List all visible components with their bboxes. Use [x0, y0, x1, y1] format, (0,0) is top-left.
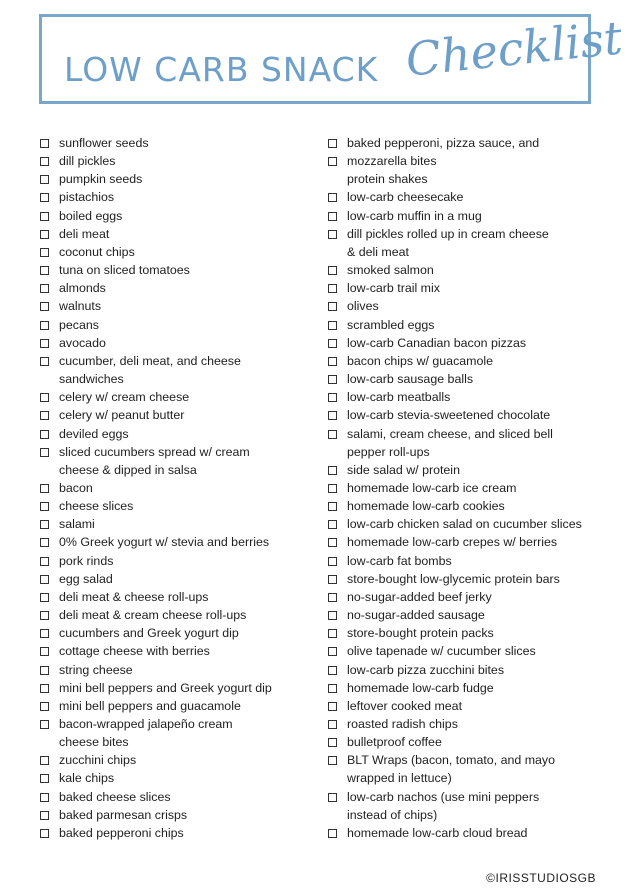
checkbox[interactable] [328, 193, 337, 202]
checkbox[interactable] [40, 593, 49, 602]
checkbox[interactable] [40, 756, 49, 765]
checklist-item-text [347, 152, 437, 188]
checkbox[interactable] [40, 248, 49, 257]
checklist-item-line: bacon-wrapped jalapeño cream [59, 717, 233, 731]
checklist-item-text [347, 533, 557, 551]
checkbox[interactable] [328, 230, 337, 239]
checklist-item [328, 388, 618, 406]
checklist-item-text [59, 624, 239, 642]
checklist-item-line: deli meat [59, 226, 110, 241]
page-subtitle-script: Checklist [403, 10, 625, 87]
checklist-item-line: coconut chips [59, 244, 135, 259]
checkbox[interactable] [40, 193, 49, 202]
checklist-item-line: egg salad [59, 571, 113, 586]
checklist-item [328, 588, 618, 606]
checklist-item [40, 788, 310, 806]
checklist-item-text [347, 388, 450, 406]
checklist-item-text [59, 188, 114, 206]
checklist-item [328, 642, 618, 660]
checkbox[interactable] [40, 811, 49, 820]
checklist-item-text [59, 570, 113, 588]
checklist-item-line: kale chips [59, 771, 115, 786]
checklist-item-line: pumpkin seeds [59, 172, 143, 187]
checkbox[interactable] [40, 702, 49, 711]
checklist-item-line: low-carb pizza zucchini bites [347, 662, 505, 677]
checklist-item-line: pecans [59, 317, 99, 332]
checkbox[interactable] [40, 520, 49, 529]
checklist-item-text [347, 788, 539, 824]
checklist-item [328, 352, 618, 370]
checklist-item-line: store-bought protein packs [347, 626, 494, 641]
checklist-item [40, 188, 310, 206]
checkbox[interactable] [40, 793, 49, 802]
checkbox[interactable] [328, 611, 337, 620]
checkbox[interactable] [328, 647, 337, 656]
checklist-item [328, 733, 618, 751]
checklist-item-text [59, 697, 241, 715]
checklist-item-text [59, 788, 171, 806]
checkbox[interactable] [328, 756, 337, 765]
checklist-item-line: cottage cheese with berries [59, 644, 210, 659]
checklist-item-text [347, 479, 516, 497]
checklist-item-line: cheese slices [59, 499, 134, 514]
checkbox[interactable] [40, 302, 49, 311]
checklist-item-line: roasted radish chips [347, 717, 458, 731]
checklist-item-text [59, 715, 233, 751]
checkbox[interactable] [40, 157, 49, 166]
checklist-item-text [347, 461, 460, 479]
checkbox[interactable] [328, 484, 337, 493]
checklist-item-text [59, 769, 114, 787]
checklist-item-line: cheese bites [59, 735, 129, 750]
checkbox[interactable] [328, 375, 337, 384]
checklist-item [328, 152, 618, 188]
checklist-item-text [59, 533, 269, 551]
checkbox[interactable] [328, 829, 337, 838]
checklist-item [40, 751, 310, 769]
checklist-item-text [59, 588, 208, 606]
checklist-item-text [59, 316, 99, 334]
checklist-item-text [59, 606, 246, 624]
checklist-item-line: almonds [59, 281, 106, 296]
checklist-item-line: homemade low-carb cloud bread [347, 825, 528, 840]
checklist-item [328, 824, 618, 842]
checklist-item-line: pepper roll-ups [347, 444, 430, 459]
checklist-item [40, 243, 310, 261]
checkbox[interactable] [40, 357, 49, 366]
checklist-item [328, 606, 618, 624]
checklist-item-text [59, 661, 133, 679]
checklist-item-line: tuna on sliced tomatoes [59, 263, 190, 278]
checkbox[interactable] [40, 321, 49, 330]
checklist-item-text [347, 352, 493, 370]
checklist-item-line: low-carb muffin in a mug [347, 208, 482, 223]
checklist-item-text [59, 170, 142, 188]
checklist-item-text [347, 497, 505, 515]
checklist-item-line: salami, cream cheese, and sliced bell [347, 426, 553, 441]
checkbox[interactable] [328, 575, 337, 584]
checklist-item-text [347, 552, 452, 570]
checklist-item-text [347, 134, 539, 152]
checklist-item [40, 388, 310, 406]
checklist-item-line: low-carb Canadian bacon pizzas [347, 335, 527, 350]
checklist-item-text [347, 624, 494, 642]
checklist-item-line: & deli meat [347, 244, 409, 259]
checklist-item-line: low-carb trail mix [347, 281, 440, 296]
checklist-item-line: cucumber, deli meat, and cheese [59, 353, 241, 368]
checklist-item-text [59, 642, 210, 660]
checklist-item [40, 606, 310, 624]
checklist-item-line: celery w/ peanut butter [59, 408, 185, 423]
checklist-item [328, 406, 618, 424]
checklist-item-line: low-carb sausage balls [347, 372, 474, 387]
checkbox[interactable] [328, 702, 337, 711]
checkbox[interactable] [40, 829, 49, 838]
checklist-item-line: sandwiches [59, 372, 124, 387]
checklist-item-line: protein shakes [347, 172, 428, 187]
checkbox[interactable] [40, 393, 49, 402]
checklist-item-text [347, 406, 550, 424]
checklist-item [40, 261, 310, 279]
checklist-item [40, 769, 310, 787]
checkbox[interactable] [328, 339, 337, 348]
checklist-item-text [347, 661, 504, 679]
checklist-item-line: 0% Greek yogurt w/ stevia and berries [59, 535, 270, 550]
checklist-item-text [347, 697, 462, 715]
checklist-item [328, 697, 618, 715]
checklist-item [328, 461, 618, 479]
checklist-item-line: homemade low-carb crepes w/ berries [347, 535, 558, 550]
checklist-item [40, 425, 310, 443]
checklist-item-text [347, 679, 494, 697]
checklist-item-text [59, 261, 190, 279]
checklist-item [40, 661, 310, 679]
checkbox[interactable] [40, 230, 49, 239]
checklist-item [328, 316, 618, 334]
checklist-item [328, 225, 618, 261]
checklist-item [40, 552, 310, 570]
checkbox[interactable] [328, 302, 337, 311]
checklist-item [328, 261, 618, 279]
checklist-item-line: BLT Wraps (bacon, tomato, and mayo [347, 753, 555, 768]
checklist-item [40, 479, 310, 497]
checklist-item-text [59, 824, 184, 842]
checkbox[interactable] [328, 212, 337, 221]
checklist-item [328, 134, 618, 152]
checklist-item-line: pork rinds [59, 553, 114, 568]
checkbox[interactable] [328, 157, 337, 166]
checklist-item-text [59, 443, 250, 479]
checkbox[interactable] [40, 557, 49, 566]
checklist-item-line: sliced cucumbers spread w/ cream [59, 444, 250, 459]
checklist-item [328, 425, 618, 461]
checklist-item [40, 715, 310, 751]
checklist-item [40, 533, 310, 551]
checkbox[interactable] [40, 212, 49, 221]
checklist-item-line: store-bought low-glycemic protein bars [347, 571, 560, 586]
checklist-item-line: low-carb chicken salad on cucumber slices [347, 517, 582, 532]
checkbox[interactable] [328, 357, 337, 366]
page-title: LOW CARB SNACK [64, 50, 379, 89]
checklist-item-line: wrapped in lettuce) [347, 771, 452, 786]
checkbox[interactable] [328, 793, 337, 802]
checklist-item-line: side salad w/ protein [347, 462, 460, 477]
checklist-item-text [347, 588, 492, 606]
checklist-item [328, 497, 618, 515]
checkbox[interactable] [40, 611, 49, 620]
checkbox[interactable] [40, 266, 49, 275]
checkbox[interactable] [328, 684, 337, 693]
checklist-item [40, 170, 310, 188]
checklist-item [40, 316, 310, 334]
checklist-item [40, 134, 310, 152]
checkbox[interactable] [40, 575, 49, 584]
checklist-item [40, 352, 310, 388]
checkbox[interactable] [328, 502, 337, 511]
checklist-item [328, 370, 618, 388]
checklist-item [328, 661, 618, 679]
checklist-item [328, 207, 618, 225]
checkbox[interactable] [328, 720, 337, 729]
checklist-right-column [328, 134, 618, 842]
checklist-item [40, 679, 310, 697]
checklist-item-line: no-sugar-added sausage [347, 608, 485, 623]
checklist-item [328, 533, 618, 551]
checkbox[interactable] [40, 430, 49, 439]
checkbox[interactable] [40, 175, 49, 184]
checklist-item-line: zucchini chips [59, 753, 137, 768]
checklist-item-line: homemade low-carb fudge [347, 680, 494, 695]
checklist-item [40, 588, 310, 606]
checklist-item-text [347, 279, 440, 297]
checklist-item-text [59, 806, 187, 824]
checklist-item-line: low-carb nachos (use mini peppers [347, 789, 540, 804]
checklist-item-text [59, 515, 95, 533]
checkbox[interactable] [328, 430, 337, 439]
checklist-item [40, 443, 310, 479]
checklist-item-text [347, 733, 442, 751]
checklist-item-text [59, 225, 109, 243]
checkbox[interactable] [328, 593, 337, 602]
checklist-item-line: sunflower seeds [59, 136, 149, 150]
checkbox[interactable] [328, 538, 337, 547]
checklist-item-line: deli meat & cheese roll-ups [59, 589, 209, 604]
checklist-item [40, 824, 310, 842]
checklist-item-line: salami [59, 517, 95, 532]
checklist-item [40, 497, 310, 515]
checklist-item [328, 624, 618, 642]
checklist-item-line: pistachios [59, 190, 115, 205]
checklist-item [40, 279, 310, 297]
checkbox[interactable] [40, 647, 49, 656]
checklist-item-line: deviled eggs [59, 426, 129, 441]
checklist-item-line: low-carb fat bombs [347, 553, 452, 568]
checkbox[interactable] [328, 629, 337, 638]
checklist-item [328, 515, 618, 533]
checklist-item-text [59, 388, 189, 406]
checklist-item [328, 188, 618, 206]
checkbox[interactable] [40, 339, 49, 348]
checkbox[interactable] [40, 484, 49, 493]
checkbox[interactable] [328, 284, 337, 293]
checklist-item-text [59, 479, 93, 497]
checkbox[interactable] [40, 538, 49, 547]
checklist-item-line: bulletproof coffee [347, 735, 442, 750]
checkbox[interactable] [328, 666, 337, 675]
checkbox[interactable] [40, 448, 49, 457]
checklist-item-text [347, 261, 434, 279]
checklist-item-line: instead of chips) [347, 807, 438, 822]
checklist-item [328, 334, 618, 352]
checkbox[interactable] [328, 266, 337, 275]
header-box [39, 10, 625, 104]
checklist-item-text [59, 243, 135, 261]
checklist-item-line: homemade low-carb ice cream [347, 480, 517, 495]
checklist-item [40, 406, 310, 424]
checklist-item-line: smoked salmon [347, 263, 434, 278]
checklist-item-text [347, 334, 526, 352]
checklist-item-text [347, 515, 582, 533]
checklist-item [40, 642, 310, 660]
checklist-item-line: mozzarella bites [347, 154, 437, 169]
checklist-item [328, 751, 618, 787]
checklist-item-text [59, 152, 115, 170]
checklist-item-line: olives [347, 299, 379, 314]
checklist-item-text [347, 751, 555, 787]
checklist-item-text [59, 134, 149, 152]
checklist-item-text [347, 370, 473, 388]
checklist-item [40, 570, 310, 588]
checklist-item-line: mini bell peppers and guacamole [59, 698, 241, 713]
checklist-item-line: walnuts [59, 299, 102, 314]
checklist-item [40, 806, 310, 824]
checklist-item-text [59, 751, 136, 769]
checklist-item-text [59, 406, 184, 424]
checklist-item-line: low-carb cheesecake [347, 190, 464, 205]
checklist-item-line: no-sugar-added beef jerky [347, 589, 492, 604]
checkbox[interactable] [328, 139, 337, 148]
checklist-item [328, 788, 618, 824]
checklist-item-text [59, 425, 129, 443]
checkbox[interactable] [40, 684, 49, 693]
checklist-item-line: bacon chips w/ guacamole [347, 353, 494, 368]
checklist-item-line: low-carb stevia-sweetened chocolate [347, 408, 551, 423]
checklist-item-line: scrambled eggs [347, 317, 435, 332]
checkbox[interactable] [328, 466, 337, 475]
checklist-item-line: cheese & dipped in salsa [59, 462, 197, 477]
checkbox[interactable] [40, 411, 49, 420]
checkbox[interactable] [40, 284, 49, 293]
checklist-item-text [347, 715, 458, 733]
checklist-item-line: boiled eggs [59, 208, 123, 223]
checklist-item-line: dill pickles rolled up in cream cheese [347, 226, 549, 241]
checklist-item-text [347, 425, 553, 461]
checkbox[interactable] [328, 411, 337, 420]
checklist-item [40, 624, 310, 642]
checkbox[interactable] [328, 321, 337, 330]
checklist-item-line: mini bell peppers and Greek yogurt dip [59, 680, 272, 695]
checklist-item-line: dill pickles [59, 154, 116, 169]
checklist-item-text [347, 297, 379, 315]
copyright-credit: ©IRISSTUDIOSGB [486, 871, 596, 885]
checkbox[interactable] [328, 393, 337, 402]
checklist-item-line: baked cheese slices [59, 789, 171, 804]
checklist-item-line: baked pepperoni, pizza sauce, and [347, 136, 540, 150]
checklist-item-line: baked pepperoni chips [59, 825, 184, 840]
checklist-item-line: leftover cooked meat [347, 698, 463, 713]
checkbox[interactable] [328, 520, 337, 529]
checklist-item-text [347, 606, 485, 624]
checklist-item-line: olive tapenade w/ cucumber slices [347, 644, 536, 659]
checkbox[interactable] [40, 666, 49, 675]
checklist-item [40, 297, 310, 315]
checklist-item-line: homemade low-carb cookies [347, 499, 505, 514]
checklist-item [328, 570, 618, 588]
checklist-item-text [347, 570, 560, 588]
checklist-item-text [59, 207, 122, 225]
checklist-item [328, 552, 618, 570]
checkbox[interactable] [328, 738, 337, 747]
checklist-item-line: avocado [59, 335, 106, 350]
checkbox[interactable] [40, 774, 49, 783]
checklist-item-text [59, 297, 101, 315]
checklist-item [328, 297, 618, 315]
checklist-item-line: bacon [59, 480, 93, 495]
checklist-item-text [347, 207, 482, 225]
checklist-item-text [347, 225, 549, 261]
checklist-item-line: deli meat & cream cheese roll-ups [59, 608, 247, 623]
checklist-item [40, 152, 310, 170]
checkbox[interactable] [40, 139, 49, 148]
checklist-item-text [347, 316, 434, 334]
checklist-item-text [59, 552, 113, 570]
checklist-item [40, 207, 310, 225]
checklist-item-text [347, 642, 536, 660]
checklist-item-line: celery w/ cream cheese [59, 390, 190, 405]
checklist-item-line: string cheese [59, 662, 133, 677]
checklist-item-text [347, 188, 463, 206]
checklist-item [40, 697, 310, 715]
checklist-item-line: cucumbers and Greek yogurt dip [59, 626, 239, 641]
checkbox[interactable] [40, 720, 49, 729]
checklist-item [328, 679, 618, 697]
checklist-item-text [59, 497, 133, 515]
checklist-item [328, 715, 618, 733]
checklist-item-text [59, 679, 272, 697]
checklist-item-text [59, 352, 241, 388]
checklist-item [40, 515, 310, 533]
checklist-item-line: baked parmesan crisps [59, 807, 188, 822]
checkbox[interactable] [40, 502, 49, 511]
checklist-item [40, 334, 310, 352]
checklist-item [328, 279, 618, 297]
checklist-left-column [40, 134, 310, 842]
checkbox[interactable] [328, 557, 337, 566]
checklist-item-text [59, 279, 106, 297]
checkbox[interactable] [40, 629, 49, 638]
checklist-item-line: low-carb meatballs [347, 390, 451, 405]
checklist-item-text [347, 824, 527, 842]
checklist-item [328, 479, 618, 497]
checklist-item-text [59, 334, 106, 352]
checklist-item [40, 225, 310, 243]
